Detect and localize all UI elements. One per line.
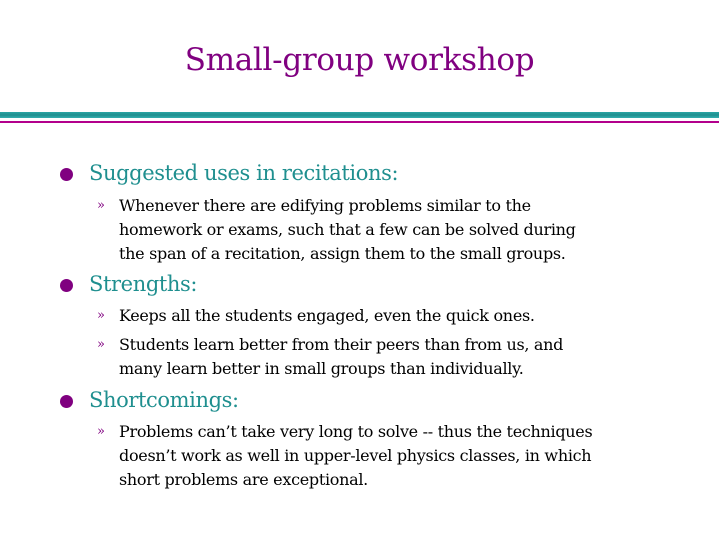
bullet-dot-icon <box>60 168 73 181</box>
text-line: short problems are exceptional. <box>119 470 368 489</box>
text-line: Keeps all the students engaged, even the quick ones. <box>119 306 535 325</box>
slide-title: Small-group workshop <box>184 42 535 78</box>
bullet-dot-icon <box>60 279 73 292</box>
list-item-text <box>119 194 689 266</box>
list-item-text <box>119 333 689 381</box>
bullet-dot-icon <box>60 395 73 408</box>
sub-bullet-icon: » <box>97 308 105 323</box>
section-heading: Shortcomings: <box>89 388 239 412</box>
text-line: doesn’t work as well in upper-level physics classes, in which <box>119 446 592 465</box>
text-line: the span of a recitation, assign them to the small groups. <box>119 244 566 263</box>
list-item-text <box>119 304 689 328</box>
sub-bullet-icon: » <box>97 198 105 213</box>
section-heading: Strengths: <box>89 272 198 296</box>
text-line: Problems can’t take very long to solve -- thus the techniques <box>119 422 593 441</box>
text-line: Whenever there are edifying problems similar to the <box>119 196 531 215</box>
text-line: Students learn better from their peers than from us, and <box>119 335 564 354</box>
text-line: many learn better in small groups than individually. <box>119 359 524 378</box>
sub-bullet-icon: » <box>97 424 105 439</box>
section-heading: Suggested uses in recitations: <box>89 161 399 185</box>
list-item-text <box>119 420 689 492</box>
text-line: homework or exams, such that a few can be solved during <box>119 220 576 239</box>
sub-bullet-icon: » <box>97 337 105 352</box>
